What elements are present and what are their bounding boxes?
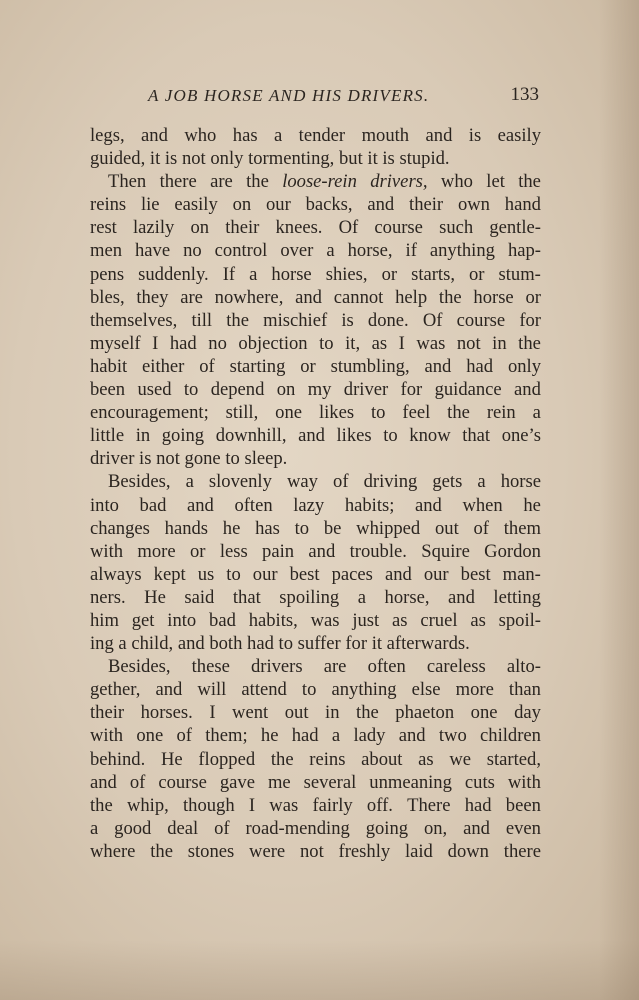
text-line: Then there are the loose-rein drivers, who let the: [108, 171, 541, 193]
text-line: myself I had no objection to it, as I was not in the: [90, 332, 541, 354]
text-line: ners. He said that spoiling a horse, and letting: [90, 586, 541, 608]
text-line: where the stones were not freshly laid down there: [90, 840, 541, 862]
text-line: behind. He flopped the reins about as we started,: [90, 748, 541, 770]
page-bottom-shadow: [0, 940, 639, 1000]
text-line: their horses. I went out in the phaeton one day: [90, 702, 541, 724]
text-line: gether, and will attend to anything else more than: [90, 679, 541, 701]
text-line: bles, they are nowhere, and cannot help the horse or: [90, 286, 541, 308]
text-line: habit either of starting or stumbling, and had only: [90, 355, 541, 377]
page-edge-shadow: [599, 0, 639, 1000]
text-line: the whip, though I was fairly off. There had been: [90, 794, 541, 816]
running-title: A JOB HORSE AND HIS DRIVERS.: [148, 86, 430, 105]
text-line: with more or less pain and trouble. Squire Gordon: [90, 540, 541, 562]
text-line: men have no control over a horse, if anything hap-: [90, 240, 541, 262]
running-head: [90, 84, 540, 110]
text-line: into bad and often lazy habits; and when he: [90, 494, 541, 516]
text-line: been used to depend on my driver for guidance and: [90, 379, 541, 401]
text-line: always kept us to our best paces and our best man-: [90, 563, 541, 585]
body-text: [90, 124, 541, 863]
text-line: guided, it is not only tormenting, but it is stupid.: [90, 148, 450, 170]
text-line: a good deal of road-mending going on, and even: [90, 817, 541, 839]
text-line: legs, and who has a tender mouth and is easily: [90, 125, 541, 146]
text-line: with one of them; he had a lady and two children: [90, 725, 541, 747]
text-line: pens suddenly. If a horse shies, or starts, or stum-: [90, 263, 541, 285]
text-line: him get into bad habits, was just as cruel as spoil-: [90, 609, 541, 631]
text-line: Besides, these drivers are often careless alto-: [108, 656, 541, 678]
text-line: encouragement; still, one likes to feel the rein a: [90, 402, 541, 424]
text-line: reins lie easily on our backs, and their own hand: [90, 194, 541, 216]
text-line: and of course gave me several unmeaning cuts with: [90, 771, 541, 793]
page-number: 133: [510, 84, 539, 105]
text-line: rest lazily on their knees. Of course such gentle-: [90, 217, 541, 239]
text-line: themselves, till the mischief is done. Of course for: [90, 309, 541, 331]
text-line: little in going downhill, and likes to know that one’s: [90, 425, 541, 447]
text-line: Besides, a slovenly way of driving gets a horse: [108, 471, 541, 493]
text-line: ing a child, and both had to suffer for it afterwards.: [90, 633, 470, 655]
text-line: driver is not gone to sleep.: [90, 448, 288, 470]
text-line: changes hands he has to be whipped out of them: [90, 517, 541, 539]
